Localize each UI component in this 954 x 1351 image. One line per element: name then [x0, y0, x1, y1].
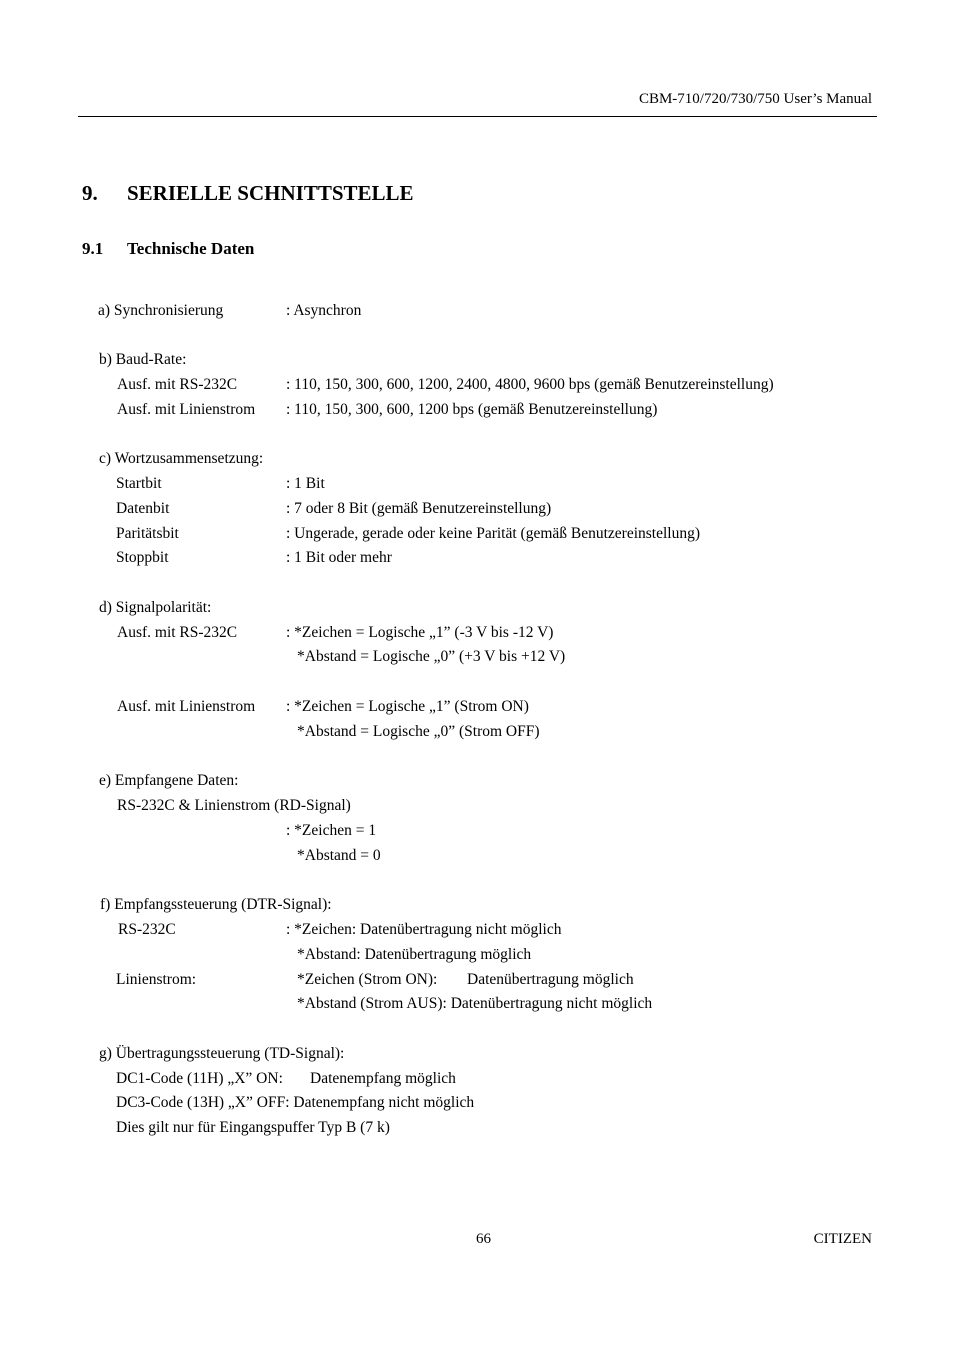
item-d-ls-line1: : *Zeichen = Logische „1” (Strom ON) — [286, 698, 529, 715]
brand-name: CITIZEN — [813, 1231, 872, 1247]
item-f-ls-label: Linienstrom: — [116, 971, 197, 988]
item-b-title: b) Baud-Rate: — [99, 351, 187, 368]
item-f-ls-line1a: *Zeichen (Strom ON): — [297, 971, 438, 988]
item-g-line1a: DC1-Code (11H) „X” ON: — [116, 1070, 283, 1087]
item-a-label: a) Synchronisierung — [98, 302, 224, 319]
header-rule — [78, 116, 877, 117]
item-f-ls-line1b: Datenübertragung möglich — [467, 971, 634, 988]
item-b-ls-value: : 110, 150, 300, 600, 1200 bps (gemäß Benutzereinstellung) — [286, 401, 658, 418]
item-e-subtitle: RS-232C & Linienstrom (RD-Signal) — [117, 797, 351, 814]
page-number: 66 — [476, 1231, 491, 1247]
item-g-title: g) Übertragungssteuerung (TD-Signal): — [99, 1045, 345, 1062]
item-f-ls-line2: *Abstand (Strom AUS): Datenübertragung nicht möglich — [297, 995, 653, 1012]
item-c-paritaet-label: Paritätsbit — [116, 525, 179, 542]
section-number: 9. — [82, 181, 98, 205]
item-f-rs-line2: *Abstand: Datenübertragung möglich — [297, 946, 532, 963]
item-b-rs-label: Ausf. mit RS-232C — [117, 376, 238, 393]
item-c-datenbit-value: : 7 oder 8 Bit (gemäß Benutzereinstellung) — [286, 500, 552, 517]
item-e-title: e) Empfangene Daten: — [99, 772, 239, 789]
item-d-ls-label: Ausf. mit Linienstrom — [117, 698, 256, 715]
item-c-paritaet-value: : Ungerade, gerade oder keine Parität (gemäß Benutzereinstellung) — [286, 525, 701, 542]
item-f-rs-label: RS-232C — [118, 921, 176, 938]
item-c-datenbit-label: Datenbit — [116, 500, 170, 517]
item-e-line1: : *Zeichen = 1 — [286, 822, 377, 839]
item-d-ls-line2: *Abstand = Logische „0” (Strom OFF) — [297, 723, 540, 740]
item-f-title: f) Empfangssteuerung (DTR-Signal): — [100, 896, 332, 913]
manual-title: CBM-710/720/730/750 User’s Manual — [638, 91, 872, 107]
item-c-stoppbit-value: : 1 Bit oder mehr — [286, 549, 392, 566]
item-c-title: c) Wortzusammensetzung: — [99, 450, 264, 467]
item-c-stoppbit-label: Stoppbit — [116, 549, 169, 566]
item-e-line2: *Abstand = 0 — [297, 847, 381, 864]
item-b-ls-label: Ausf. mit Linienstrom — [117, 401, 256, 418]
item-d-title: d) Signalpolarität: — [99, 599, 212, 616]
item-c-startbit-value: : 1 Bit — [286, 475, 325, 492]
item-d-rs-label: Ausf. mit RS-232C — [117, 624, 238, 641]
section-title: SERIELLE SCHNITTSTELLE — [127, 181, 414, 205]
subsection-number: 9.1 — [82, 239, 104, 258]
item-f-rs-line1: : *Zeichen: Datenübertragung nicht möglich — [286, 921, 562, 938]
item-b-rs-value: : 110, 150, 300, 600, 1200, 2400, 4800, 9600 bps (gemäß Benutzereinstellung) — [286, 376, 774, 393]
item-d-rs-line2: *Abstand = Logische „0” (+3 V bis +12 V) — [297, 648, 566, 665]
item-c-startbit-label: Startbit — [116, 475, 162, 492]
item-g-line3: Dies gilt nur für Eingangspuffer Typ B (7 k) — [116, 1119, 390, 1136]
item-a-value: : Asynchron — [286, 302, 362, 319]
item-d-rs-line1: : *Zeichen = Logische „1” (-3 V bis -12 V) — [286, 624, 554, 641]
item-g-line1b: Datenempfang möglich — [310, 1070, 456, 1087]
subsection-title: Technische Daten — [127, 239, 255, 258]
item-g-line2: DC3-Code (13H) „X” OFF: Datenempfang nicht möglich — [116, 1094, 475, 1111]
